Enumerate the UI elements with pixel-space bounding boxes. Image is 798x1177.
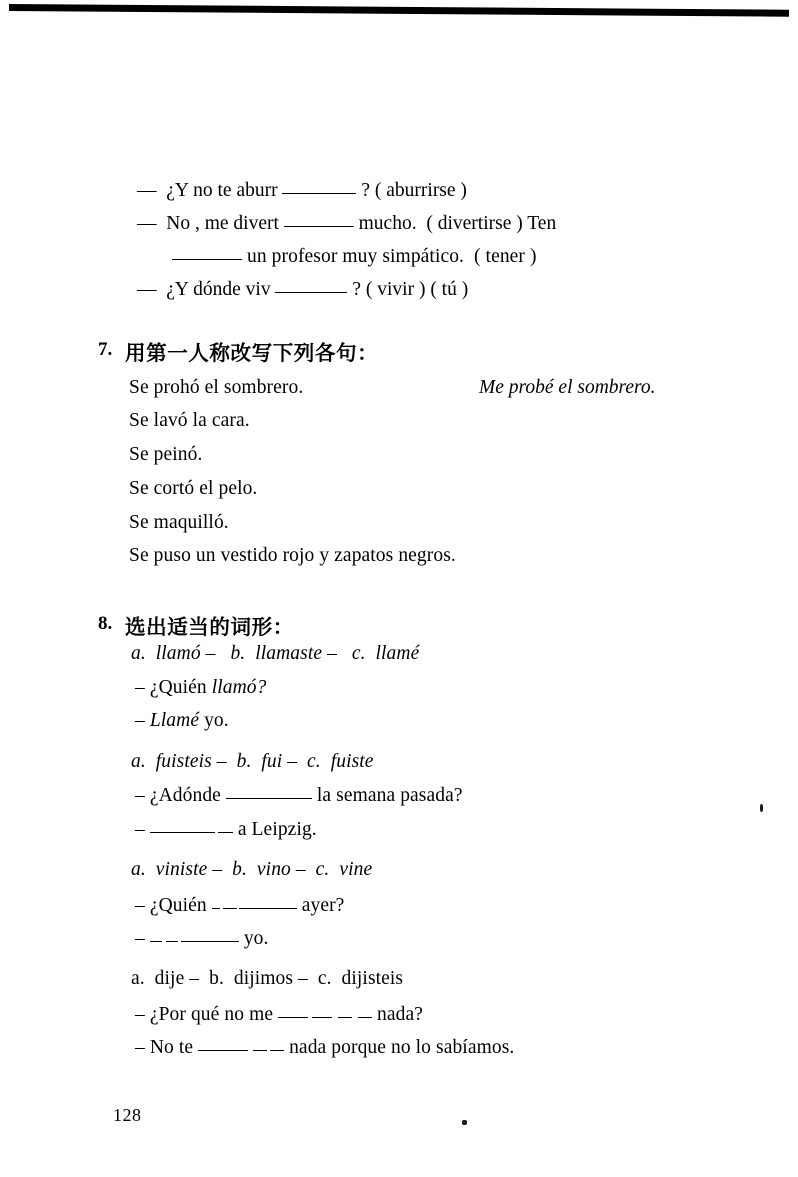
en-dash: – (135, 1004, 145, 1025)
exercise-8-answer-line (135, 894, 344, 916)
line-text-pre: ¿Y no te aburr (166, 180, 283, 201)
line-text-pre: ¿Quién (149, 677, 212, 698)
en-dash: – (135, 819, 145, 840)
exercise-8-answer-line (135, 1036, 514, 1058)
scan-speck-artifact (760, 804, 763, 812)
scan-edge-artifact (9, 4, 789, 17)
line-text-post: ayer? (296, 895, 345, 916)
line-text-pre: ¿Adónde (149, 785, 226, 806)
line-text-post: nada porque no lo sabíamos. (284, 1037, 515, 1058)
line-text-pre: ¿Quién (149, 895, 212, 916)
exercise-8-options: a. dije – b. dijimos – c. dijisteis (131, 968, 404, 989)
exercise-7-sentence: Se puso un vestido rojo y zapatos negros. (129, 545, 456, 566)
exercise-8-options: a. viniste – b. vino – c. vine (131, 859, 373, 880)
exercise-7-sentence: Se cortó el pelo. (129, 478, 258, 499)
fill-in-blank[interactable] (275, 279, 347, 293)
line-text-pre: No te (149, 1037, 199, 1058)
line-text-post: la semana pasada? (311, 785, 463, 806)
en-dash: – (135, 710, 145, 731)
em-dash: — (137, 180, 157, 201)
en-dash: – (135, 895, 145, 916)
en-dash: – (135, 677, 145, 698)
exercise-8-answer-line (135, 711, 229, 731)
exercise-7-model-answer: Me probé el sombrero. (479, 377, 656, 398)
exercise-number-8: 8. (98, 613, 113, 634)
fill-in-blank[interactable] (226, 785, 312, 799)
fill-in-blank[interactable] (282, 180, 356, 194)
line-text-post: un profesor muy simpático. ( tener ) (242, 246, 537, 267)
line-text-italic: llamó? (211, 677, 267, 698)
line-text-post: yo. (238, 928, 269, 949)
line-text-italic: Llamé (149, 710, 200, 731)
line-text-post: ? ( aburrirse ) (356, 180, 467, 201)
fill-in-blank[interactable] (150, 818, 233, 838)
page-number: 128 (113, 1105, 142, 1125)
exercise-8-heading: 选出适当的词形： (125, 615, 294, 639)
exercise-8-answer-line (135, 1003, 423, 1025)
em-dash: — (137, 213, 157, 234)
exercise-8-answer-line (135, 818, 317, 840)
fill-in-blank[interactable] (278, 1003, 372, 1023)
line-text-post: mucho. ( divertirse ) Ten (353, 213, 557, 234)
exercise-7-heading: 用第一人称改写下列各句： (125, 341, 379, 365)
exercise-line (137, 213, 556, 234)
fill-in-blank[interactable] (150, 927, 239, 947)
fill-in-blank[interactable] (172, 246, 242, 260)
line-text-post: ? ( vivir ) ( tú ) (347, 279, 469, 300)
exercise-8-answer-line (135, 785, 463, 806)
fill-in-blank[interactable] (212, 894, 297, 914)
line-text-post: nada? (372, 1004, 424, 1025)
exercise-8-options: a. llamó – b. llamaste – c. llamé (131, 643, 420, 664)
line-text-post: a Leipzig. (232, 819, 317, 840)
exercise-7-sentence: Se maquilló. (129, 512, 229, 533)
exercise-line (137, 279, 468, 300)
exercise-number-7: 7. (98, 339, 113, 360)
exercise-7-sentence: Se peinó. (129, 444, 203, 465)
en-dash: – (135, 785, 145, 806)
exercise-8-answer-line (135, 678, 267, 698)
line-text-pre: ¿Por qué no me (149, 1004, 279, 1025)
scan-speck-artifact (462, 1120, 467, 1125)
exercise-line (172, 246, 537, 267)
exercise-7-sentence: Se prohó el sombrero. (129, 377, 304, 398)
line-text-post: yo. (199, 710, 229, 731)
line-text-pre: No , me divert (166, 213, 284, 234)
exercise-8-options: a. fuisteis – b. fui – c. fuiste (131, 751, 374, 772)
exercise-line (137, 180, 467, 201)
en-dash: – (135, 1037, 145, 1058)
fill-in-blank[interactable] (198, 1036, 284, 1056)
en-dash: – (135, 928, 145, 949)
exercise-8-answer-line (135, 927, 269, 949)
exercise-7-sentence: Se lavó la cara. (129, 410, 250, 431)
fill-in-blank[interactable] (284, 213, 354, 227)
em-dash: — (137, 279, 157, 300)
line-text-pre: ¿Y dónde viv (166, 279, 276, 300)
